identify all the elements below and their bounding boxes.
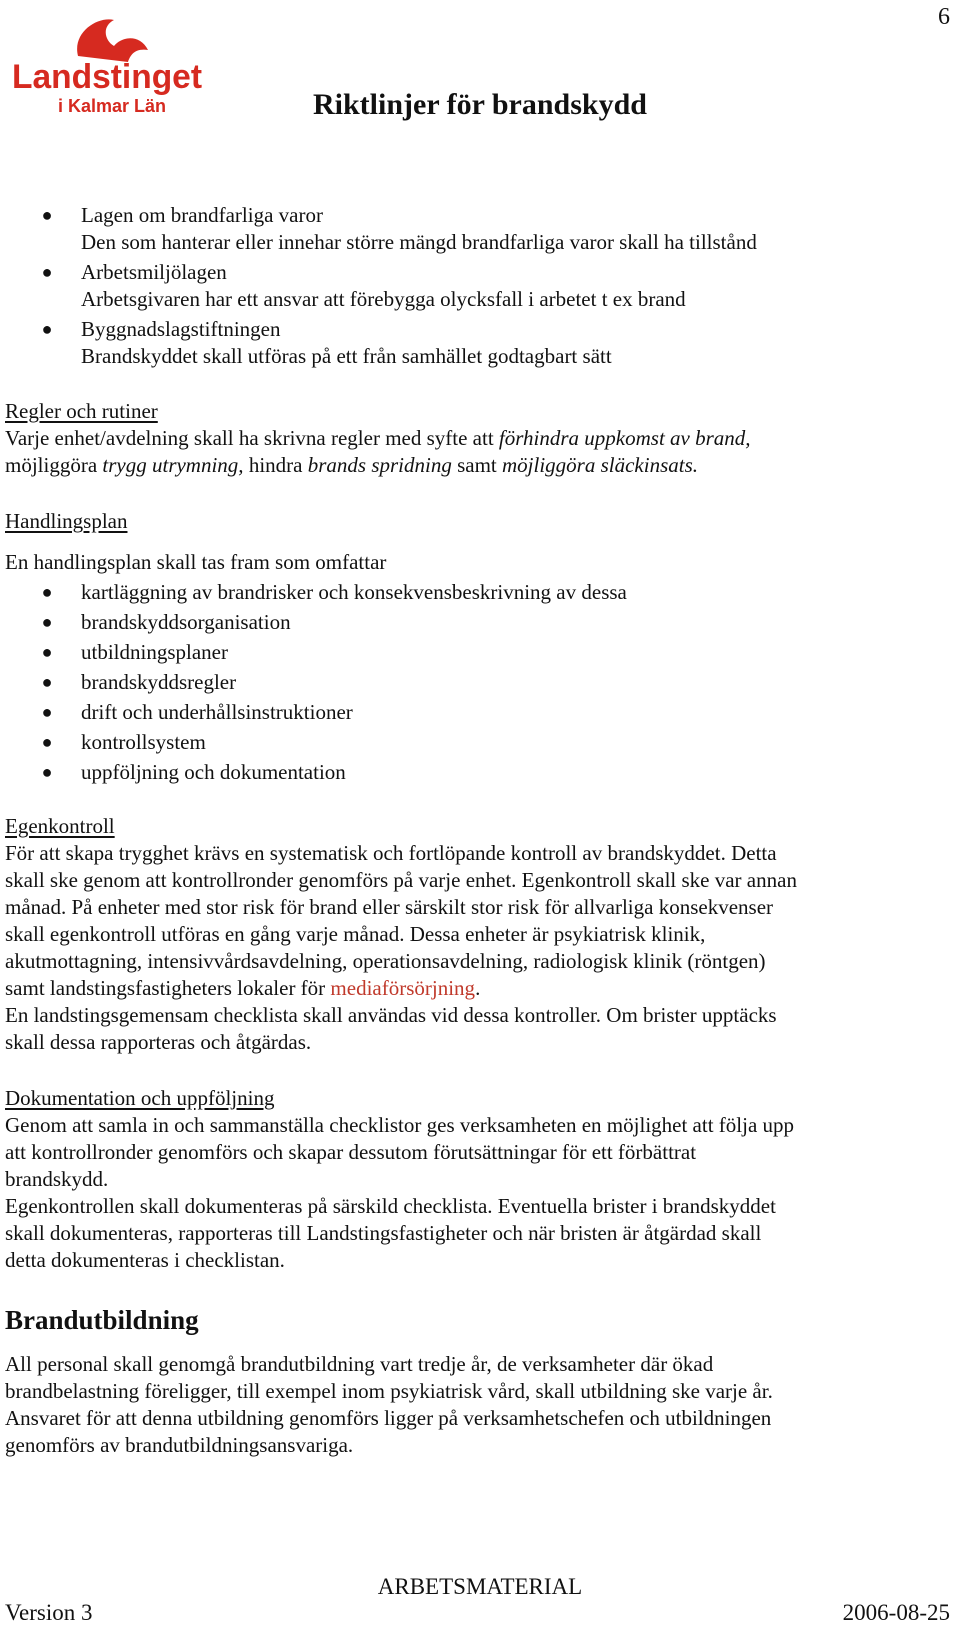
logo-flame-icon (77, 19, 148, 62)
bullet-icon: ● (41, 205, 53, 225)
paragraph-line: Ansvaret för att denna utbildning genomförs ligger på verksamhetschefen och utbildningen (5, 1406, 772, 1430)
list-item: kartläggning av brandrisker och konsekvensbeskrivning av dessa (81, 580, 627, 604)
law-desc: Den som hanterar eller innehar större mängd brandfarliga varor skall ha tillstånd (81, 230, 757, 254)
paragraph-line: skall dessa rapporteras och åtgärdas. (5, 1030, 312, 1054)
paragraph-line: akutmottagning, intensivvårdsavdelning, operationsavdelning, radiologisk klinik (röntgen) (5, 949, 766, 973)
logo-name: Landstinget (12, 58, 202, 96)
bullet-icon: ● (41, 702, 53, 722)
paragraph-line: Egenkontrollen skall dokumenteras på särskild checklista. Eventuella brister i brandskyddet (5, 1194, 776, 1218)
paragraph-line: genomförs av brandutbildningsansvariga. (5, 1433, 354, 1457)
paragraph-line: Genom att samla in och sammanställa checklistor ges verksamheten en möjlighet att följa upp (5, 1113, 795, 1137)
list-item: utbildningsplaner (81, 640, 228, 664)
paragraph-line: skall egenkontroll utföras en gång varje månad. Dessa enheter är psykiatrisk klinik, (5, 922, 706, 946)
paragraph-line: skall dokumenteras, rapporteras till Landstingsfastigheter och när bristen är åtgärdad skall (5, 1221, 762, 1245)
list-item: uppföljning och dokumentation (81, 760, 346, 784)
footer-version: Version 3 (5, 1600, 93, 1625)
bullet-icon: ● (41, 582, 53, 602)
bullet-icon: ● (41, 642, 53, 662)
section-heading-dokumentation: Dokumentation och uppföljning (5, 1086, 275, 1110)
law-desc: Arbetsgivaren har ett ansvar att förebygga olycksfall i arbetet t ex brand (81, 287, 686, 311)
section-heading-egenkontroll: Egenkontroll (5, 814, 115, 838)
footer-status: ARBETSMATERIAL (377, 1574, 583, 1599)
bullet-icon: ● (41, 319, 53, 339)
paragraph-line: brandbelastning föreligger, till exempel inom psykiatrisk vård, skall utbildning ske varje år. (5, 1379, 773, 1403)
logo-sub: i Kalmar Län (58, 96, 167, 116)
list-item: drift och underhållsinstruktioner (81, 700, 353, 724)
paragraph-line: detta dokumenteras i checklistan. (5, 1248, 285, 1272)
list-item: kontrollsystem (81, 730, 206, 754)
list-item: brandskyddsorganisation (81, 610, 291, 634)
section-heading-handlingsplan: Handlingsplan (5, 509, 128, 533)
paragraph-line: All personal skall genomgå brandutbildning vart tredje år, de verksamheter där ökad (5, 1352, 714, 1376)
paragraph-line: En landstingsgemensam checklista skall användas vid dessa kontroller. Om brister upptäcks (5, 1003, 777, 1027)
law-name: Arbetsmiljölagen (81, 260, 227, 284)
paragraph-line: brandskydd. (5, 1167, 109, 1191)
document-title: Riktlinjer för brandskydd (313, 88, 647, 121)
law-name: Byggnadslagstiftningen (81, 317, 281, 341)
regler-line-2: möjliggöra trygg utrymning, hindra brands spridning samt möjliggöra släckinsats. (5, 453, 699, 477)
bullet-icon: ● (41, 612, 53, 632)
footer-date: 2006-08-25 (842, 1600, 950, 1625)
paragraph-line: månad. På enheter med stor risk för brand eller särskilt stor risk för allvarliga konsekvenser (5, 895, 774, 919)
bullet-icon: ● (41, 762, 53, 782)
bullet-icon: ● (41, 262, 53, 282)
law-name: Lagen om brandfarliga varor (81, 203, 323, 227)
page-number: 6 (938, 4, 950, 30)
section-heading-brandutbildning: Brandutbildning (5, 1305, 199, 1335)
paragraph-line: att kontrollronder genomförs och skapar dessutom förutsättningar för ett förbättrat (5, 1140, 697, 1164)
bullet-icon: ● (41, 672, 53, 692)
paragraph-line: skall ske genom att kontrollronder genomförs på varje enhet. Egenkontroll skall ske var annan (5, 868, 797, 892)
regler-line-1: Varje enhet/avdelning skall ha skrivna regler med syfte att förhindra uppkomst av brand, (5, 426, 751, 450)
law-desc: Brandskyddet skall utföras på ett från samhället godtagbart sätt (81, 344, 612, 368)
paragraph-line: samt landstingsfastigheters lokaler för mediaförsörjning. (5, 976, 481, 1000)
highlighted-term: mediaförsörjning (330, 976, 476, 1000)
bullet-icon: ● (41, 732, 53, 752)
paragraph-line: För att skapa trygghet krävs en systematisk och fortlöpande kontroll av brandskyddet. Detta (5, 841, 777, 865)
list-item: brandskyddsregler (81, 670, 237, 694)
handlingsplan-intro: En handlingsplan skall tas fram som omfattar (5, 550, 387, 574)
section-heading-regler: Regler och rutiner (5, 399, 158, 423)
